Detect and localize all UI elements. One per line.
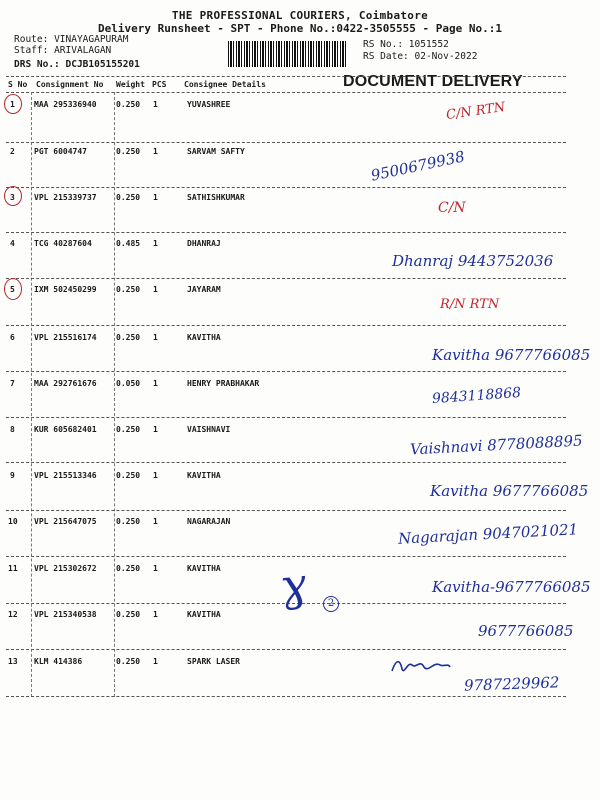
col-header-consignment: Consignment No bbox=[36, 80, 104, 89]
row-8-consignee: VAISHNAVI bbox=[187, 425, 231, 434]
drs-line: DRS No.: DCJB105155201 bbox=[14, 59, 140, 70]
row-11-consignee: KAVITHA bbox=[187, 564, 221, 573]
row-13-rule bbox=[6, 696, 566, 697]
row-7-sno: 7 bbox=[10, 379, 15, 388]
sno-column-rule bbox=[31, 92, 32, 697]
header-bottom-rule bbox=[6, 92, 566, 93]
row-13-signature bbox=[390, 655, 452, 677]
row-1-sno: 1 bbox=[10, 100, 15, 109]
row-13-sno: 13 bbox=[8, 657, 18, 666]
row-1-rule bbox=[6, 142, 566, 143]
row-6-consignee: KAVITHA bbox=[187, 333, 221, 342]
row-10-rule bbox=[6, 556, 566, 557]
header-top-rule bbox=[6, 76, 566, 77]
row-7-consignee: HENRY PRABHAKAR bbox=[187, 379, 260, 388]
row-10-consignment: VPL 215647075 bbox=[34, 517, 97, 526]
row-1-handwritten-note: C/N RTN bbox=[445, 99, 507, 124]
row-12-pcs: 1 bbox=[153, 610, 158, 619]
rs-no-value: 1051552 bbox=[408, 39, 449, 50]
row-9-pcs: 1 bbox=[153, 471, 158, 480]
row-2-sno: 2 bbox=[10, 147, 15, 156]
row-11-circled-number: 2 bbox=[323, 596, 339, 612]
row-12-sno: 12 bbox=[8, 610, 18, 619]
row-8-rule bbox=[6, 462, 566, 463]
row-1-consignment: MAA 295336940 bbox=[34, 100, 97, 109]
staff-value: ARIVALAGAN bbox=[54, 45, 112, 56]
row-5-sno: 5 bbox=[10, 285, 15, 294]
row-2-rule bbox=[6, 187, 566, 188]
rs-no-line: RS No.: 1051552 bbox=[363, 39, 449, 50]
runsheet-subtitle: Delivery Runsheet - SPT - Phone No.:0422-3505555 - Page No.:1 bbox=[98, 22, 502, 35]
row-9-rule bbox=[6, 510, 566, 511]
rs-date-line: RS Date: 02-Nov-2022 bbox=[363, 51, 478, 62]
row-11-scribble-mark: ɣ bbox=[277, 558, 309, 613]
consignment-column-rule bbox=[114, 92, 115, 697]
row-7-weight: 0.050 bbox=[116, 379, 141, 388]
row-3-circle-mark bbox=[4, 186, 22, 206]
row-4-sno: 4 bbox=[10, 239, 15, 248]
row-5-rule bbox=[6, 325, 566, 326]
row-8-weight: 0.250 bbox=[116, 425, 141, 434]
row-6-consignment: VPL 215516174 bbox=[34, 333, 97, 342]
row-2-weight: 0.250 bbox=[116, 147, 141, 156]
row-1-weight: 0.250 bbox=[116, 100, 141, 109]
row-13-weight: 0.250 bbox=[116, 657, 141, 666]
row-8-handwritten-note: Vaishnavi 8778088895 bbox=[409, 431, 583, 459]
row-2-pcs: 1 bbox=[153, 147, 158, 156]
row-2-consignee: SARVAM SAFTY bbox=[187, 147, 245, 156]
col-header-weight: Weight bbox=[116, 80, 145, 89]
row-5-handwritten-note: R/N RTN bbox=[440, 297, 500, 312]
row-13-pcs: 1 bbox=[153, 657, 158, 666]
row-12-consignment: VPL 215340538 bbox=[34, 610, 97, 619]
row-10-sno: 10 bbox=[8, 517, 18, 526]
barcode bbox=[228, 41, 346, 67]
row-3-sno: 3 bbox=[10, 193, 15, 202]
row-11-weight: 0.250 bbox=[116, 564, 141, 573]
row-9-consignee: KAVITHA bbox=[187, 471, 221, 480]
row-6-handwritten-note: Kavitha 9677766085 bbox=[432, 346, 591, 364]
row-11-sno: 11 bbox=[8, 564, 18, 573]
row-10-pcs: 1 bbox=[153, 517, 158, 526]
row-13-consignment: KLM 414386 bbox=[34, 657, 83, 666]
company-title: THE PROFESSIONAL COURIERS, Coimbatore bbox=[171, 9, 429, 22]
row-5-pcs: 1 bbox=[153, 285, 158, 294]
row-3-consignment: VPL 215339737 bbox=[34, 193, 97, 202]
row-4-pcs: 1 bbox=[153, 239, 158, 248]
route-value: VINAYAGAPURAM bbox=[54, 34, 129, 45]
row-11-consignment: VPL 215302672 bbox=[34, 564, 97, 573]
row-7-consignment: MAA 292761676 bbox=[34, 379, 97, 388]
row-11-handwritten-note: Kavitha-9677766085 bbox=[432, 578, 591, 596]
row-5-weight: 0.250 bbox=[116, 285, 141, 294]
row-9-consignment: VPL 215513346 bbox=[34, 471, 97, 480]
row-10-consignee: NAGARAJAN bbox=[187, 517, 231, 526]
col-header-consignee: Consignee Details bbox=[184, 80, 266, 89]
row-4-weight: 0.485 bbox=[116, 239, 141, 248]
row-1-pcs: 1 bbox=[153, 100, 158, 109]
rs-date-value: 02-Nov-2022 bbox=[414, 51, 478, 62]
row-12-handwritten-phone: 9677766085 bbox=[478, 622, 574, 640]
row-12-weight: 0.250 bbox=[116, 610, 141, 619]
row-3-weight: 0.250 bbox=[116, 193, 141, 202]
row-3-pcs: 1 bbox=[153, 193, 158, 202]
row-9-handwritten-note: Kavitha 9677766085 bbox=[430, 482, 589, 500]
col-header-sno: S No bbox=[8, 80, 28, 89]
row-8-consignment: KUR 605682401 bbox=[34, 425, 97, 434]
row-13-consignee: SPARK LASER bbox=[187, 657, 240, 666]
row-5-consignee: JAYARAM bbox=[187, 285, 221, 294]
row-5-consignment: IXM 502450299 bbox=[34, 285, 97, 294]
row-6-sno: 6 bbox=[10, 333, 15, 342]
row-4-consignment: TCG 40287604 bbox=[34, 239, 92, 248]
row-1-circle-mark bbox=[4, 94, 22, 114]
row-3-handwritten-note: C/N bbox=[438, 200, 466, 216]
row-12-consignee: KAVITHA bbox=[187, 610, 221, 619]
row-10-weight: 0.250 bbox=[116, 517, 141, 526]
row-6-weight: 0.250 bbox=[116, 333, 141, 342]
row-7-pcs: 1 bbox=[153, 379, 158, 388]
row-6-rule bbox=[6, 371, 566, 372]
row-8-pcs: 1 bbox=[153, 425, 158, 434]
row-7-rule bbox=[6, 417, 566, 418]
row-12-rule bbox=[6, 649, 566, 650]
row-2-handwritten-phone: 9500679938 bbox=[369, 147, 467, 185]
signature-scribble-icon bbox=[390, 655, 452, 677]
row-9-weight: 0.250 bbox=[116, 471, 141, 480]
row-13-handwritten-phone: 9787229962 bbox=[463, 673, 560, 695]
row-9-sno: 9 bbox=[10, 471, 15, 480]
staff-line: Staff: ARIVALAGAN bbox=[14, 45, 112, 56]
row-4-consignee: DHANRAJ bbox=[187, 239, 221, 248]
col-header-pcs: PCS bbox=[152, 80, 167, 89]
drs-value: DCJB105155201 bbox=[65, 59, 140, 70]
row-4-handwritten-note: Dhanraj 9443752036 bbox=[392, 252, 554, 270]
row-6-pcs: 1 bbox=[153, 333, 158, 342]
row-3-consignee: SATHISHKUMAR bbox=[187, 193, 245, 202]
row-1-consignee: YUVASHREE bbox=[187, 100, 231, 109]
row-7-handwritten-phone: 9843118868 bbox=[431, 384, 522, 408]
row-2-consignment: PGT 6004747 bbox=[34, 147, 87, 156]
document-type: DOCUMENT DELIVERY bbox=[343, 73, 523, 90]
row-4-rule bbox=[6, 278, 566, 279]
route-line: Route: VINAYAGAPURAM bbox=[14, 34, 129, 45]
row-3-rule bbox=[6, 232, 566, 233]
row-10-handwritten-note: Nagarajan 9047021021 bbox=[397, 520, 579, 548]
row-5-circle-mark bbox=[4, 278, 22, 300]
row-11-pcs: 1 bbox=[153, 564, 158, 573]
row-8-sno: 8 bbox=[10, 425, 15, 434]
